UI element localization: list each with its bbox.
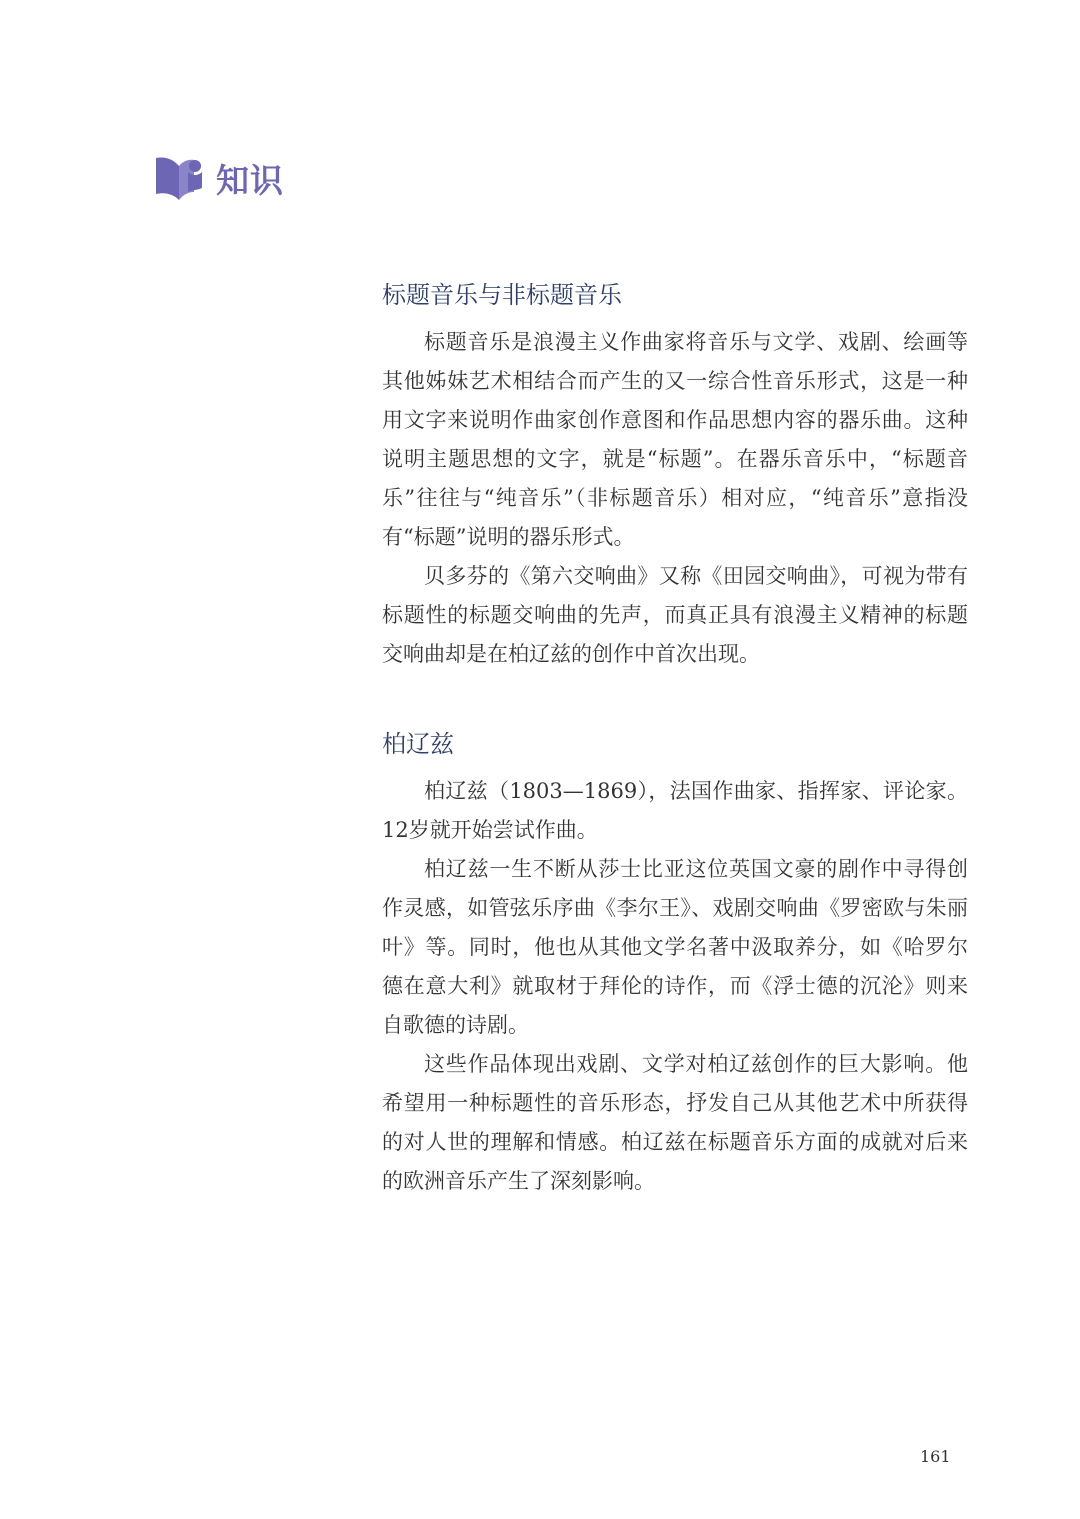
paragraph: 标题音乐是浪漫主义作曲家将音乐与文学、戏剧、绘画等其他姊妹艺术相结合而产生的又一综合性音乐形式，这是一种用文字来说明作曲家创作意图和作品思想内容的器乐曲。这种说明主题思想的文字，就是“标题”。在器乐音乐中，“标题音乐”往往与“纯音乐”（非标题音乐）相对应，“纯音乐”意指没有“标题”说明的器乐形式。 [382,330,968,549]
header-title: 知识 [216,160,284,200]
section-berlioz [382,724,968,1201]
main-content [382,275,968,1201]
paragraph: 贝多芬的《第六交响曲》又称《田园交响曲》，可视为带有标题性的标题交响曲的先声，而真正具有浪漫主义精神的标题交响曲却是在柏辽兹的创作中首次出现。 [382,564,968,666]
paragraph: 柏辽兹（1803—1869），法国作曲家、指挥家、评论家。12岁就开始尝试作曲。 [382,779,968,842]
section-program-music [382,275,968,674]
page-number: 161 [920,1447,951,1466]
paragraph: 柏辽兹一生不断从莎士比亚这位英国文豪的剧作中寻得创作灵感，如管弦乐序曲《李尔王》、戏剧交响曲《罗密欧与朱丽叶》等。同时，他也从其他文学名著中汲取养分，如《哈罗尔德在意大利》就取材于拜伦的诗作，而《浮士德的沉沦》则来自歌德的诗剧。 [382,857,968,1037]
book-reader-icon [152,152,206,204]
section-title: 柏辽兹 [382,730,454,758]
knowledge-header [152,152,284,204]
paragraph: 这些作品体现出戏剧、文学对柏辽兹创作的巨大影响。他希望用一种标题性的音乐形态，抒发自己从其他艺术中所获得的对人世的理解和情感。柏辽兹在标题音乐方面的成就对后来的欧洲音乐产生了深刻影响。 [382,1052,968,1193]
section-title: 标题音乐与非标题音乐 [382,281,622,309]
